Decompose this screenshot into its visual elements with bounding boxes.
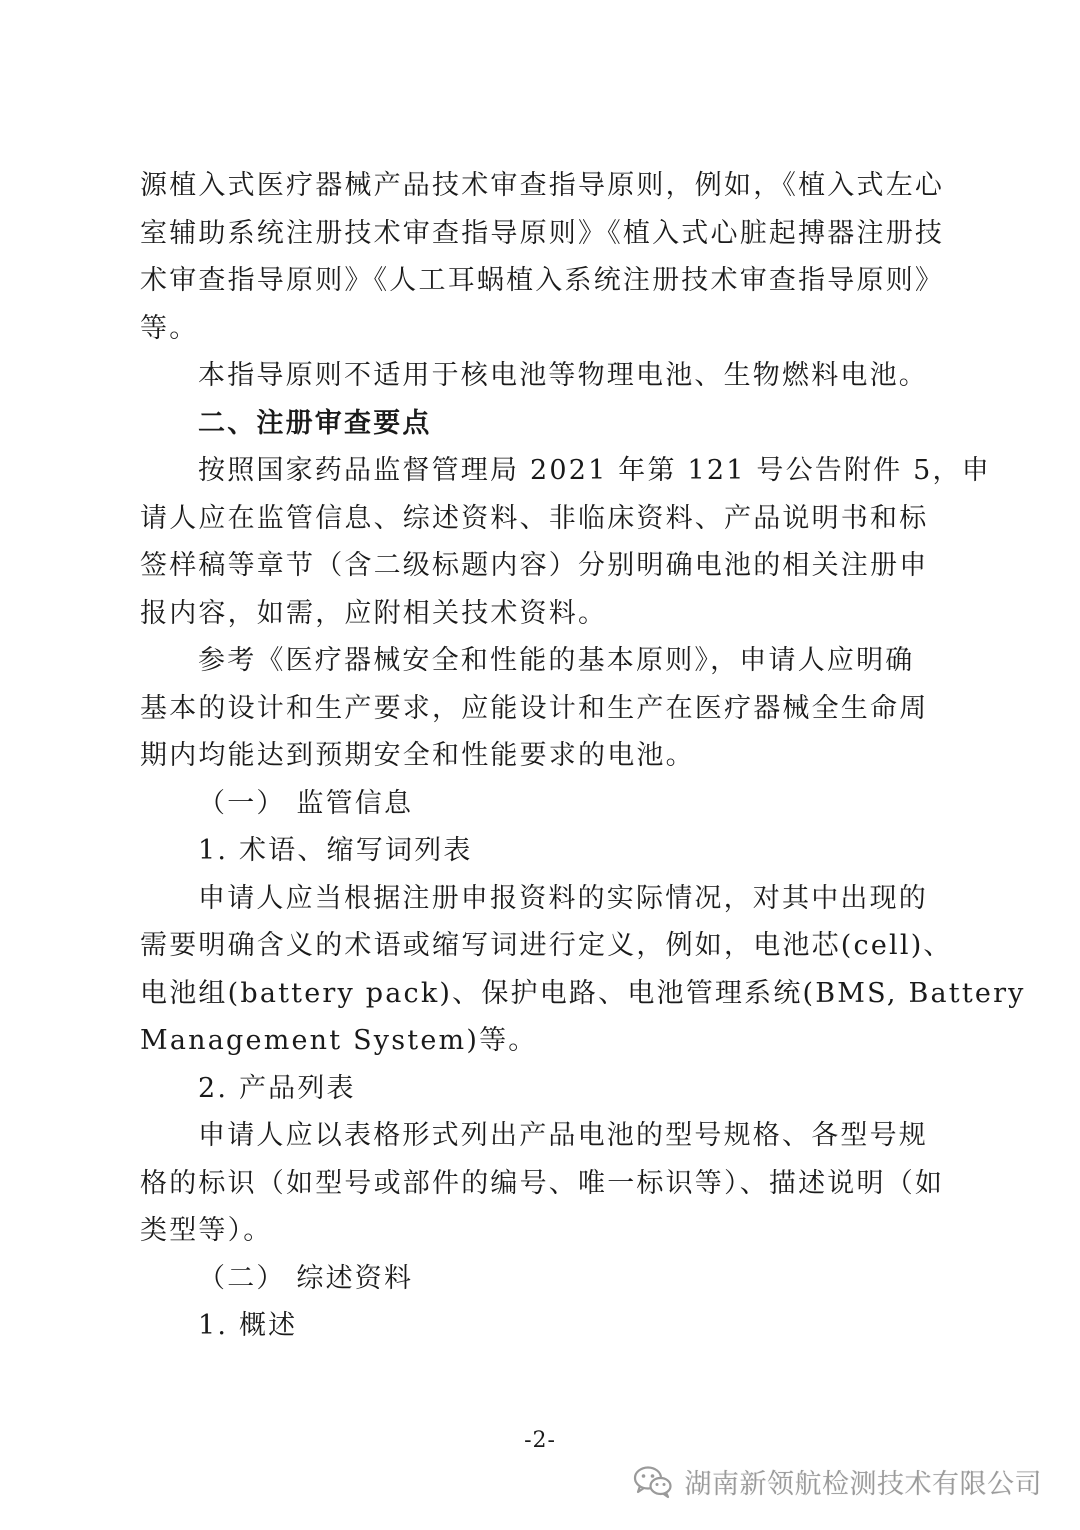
watermark-text: 湖南新领航检测技术有限公司 — [684, 1469, 1042, 1500]
text-line: 室辅助系统注册技术审查指导原则》《植入式心脏起搏器注册技 — [140, 217, 945, 249]
text-line: 请人应在监管信息、综述资料、非临床资料、产品说明书和标 — [140, 502, 929, 534]
body-text — [140, 162, 1026, 1350]
paragraph-line: 参考《医疗器械安全和性能的基本原则》，申请人应明确 — [198, 645, 915, 676]
wechat-icon — [633, 1465, 673, 1499]
item-heading: 2. 产品列表 — [198, 1072, 356, 1104]
item-heading: 1. 概述 — [198, 1310, 298, 1341]
subsection-heading: （一） 监管信息 — [198, 787, 414, 819]
text-line: Management System)等。 — [140, 1025, 538, 1056]
page-number: -2- — [524, 1428, 556, 1453]
text-line: 术审查指导原则》《人工耳蜗植入系统注册技术审查指导原则》 — [140, 265, 945, 296]
text-line: 等。 — [140, 312, 199, 344]
text-line: 基本的设计和生产要求，应能设计和生产在医疗器械全生命周 — [140, 692, 929, 724]
item-heading: 1. 术语、缩写词列表 — [198, 835, 473, 866]
paragraph-line: 申请人应以表格形式列出产品电池的型号规格、各型号规 — [198, 1120, 928, 1151]
paragraph-line: 申请人应当根据注册申报资料的实际情况，对其中出现的 — [198, 882, 928, 914]
text-line: 源植入式医疗器械产品技术审查指导原则，例如，《植入式左心 — [140, 170, 945, 201]
text-line: 需要明确含义的术语或缩写词进行定义，例如，电池芯(cell)、 — [140, 930, 953, 961]
text-line: 期内均能达到预期安全和性能要求的电池。 — [140, 740, 695, 771]
paragraph-line: 按照国家药品监督管理局 2021 年第 121 号公告附件 5，申 — [198, 455, 991, 486]
text-line: 报内容，如需，应附相关技术资料。 — [140, 597, 608, 629]
watermark — [633, 1462, 1043, 1501]
paragraph-line: 本指导原则不适用于核电池等物理电池、生物燃料电池。 — [198, 360, 928, 391]
section-heading: 二、注册审查要点 — [198, 407, 432, 439]
text-line: 格的标识（如型号或部件的编号、唯一标识等）、描述说明（如 — [140, 1167, 945, 1199]
subsection-heading: （二） 综述资料 — [198, 1262, 414, 1294]
text-line: 类型等）。 — [140, 1215, 273, 1246]
text-line: 签样稿等章节（含二级标题内容）分别明确电池的相关注册申 — [140, 550, 929, 581]
text-line: 电池组(battery pack)、保护电路、电池管理系统(BMS, Battery — [140, 977, 1026, 1009]
